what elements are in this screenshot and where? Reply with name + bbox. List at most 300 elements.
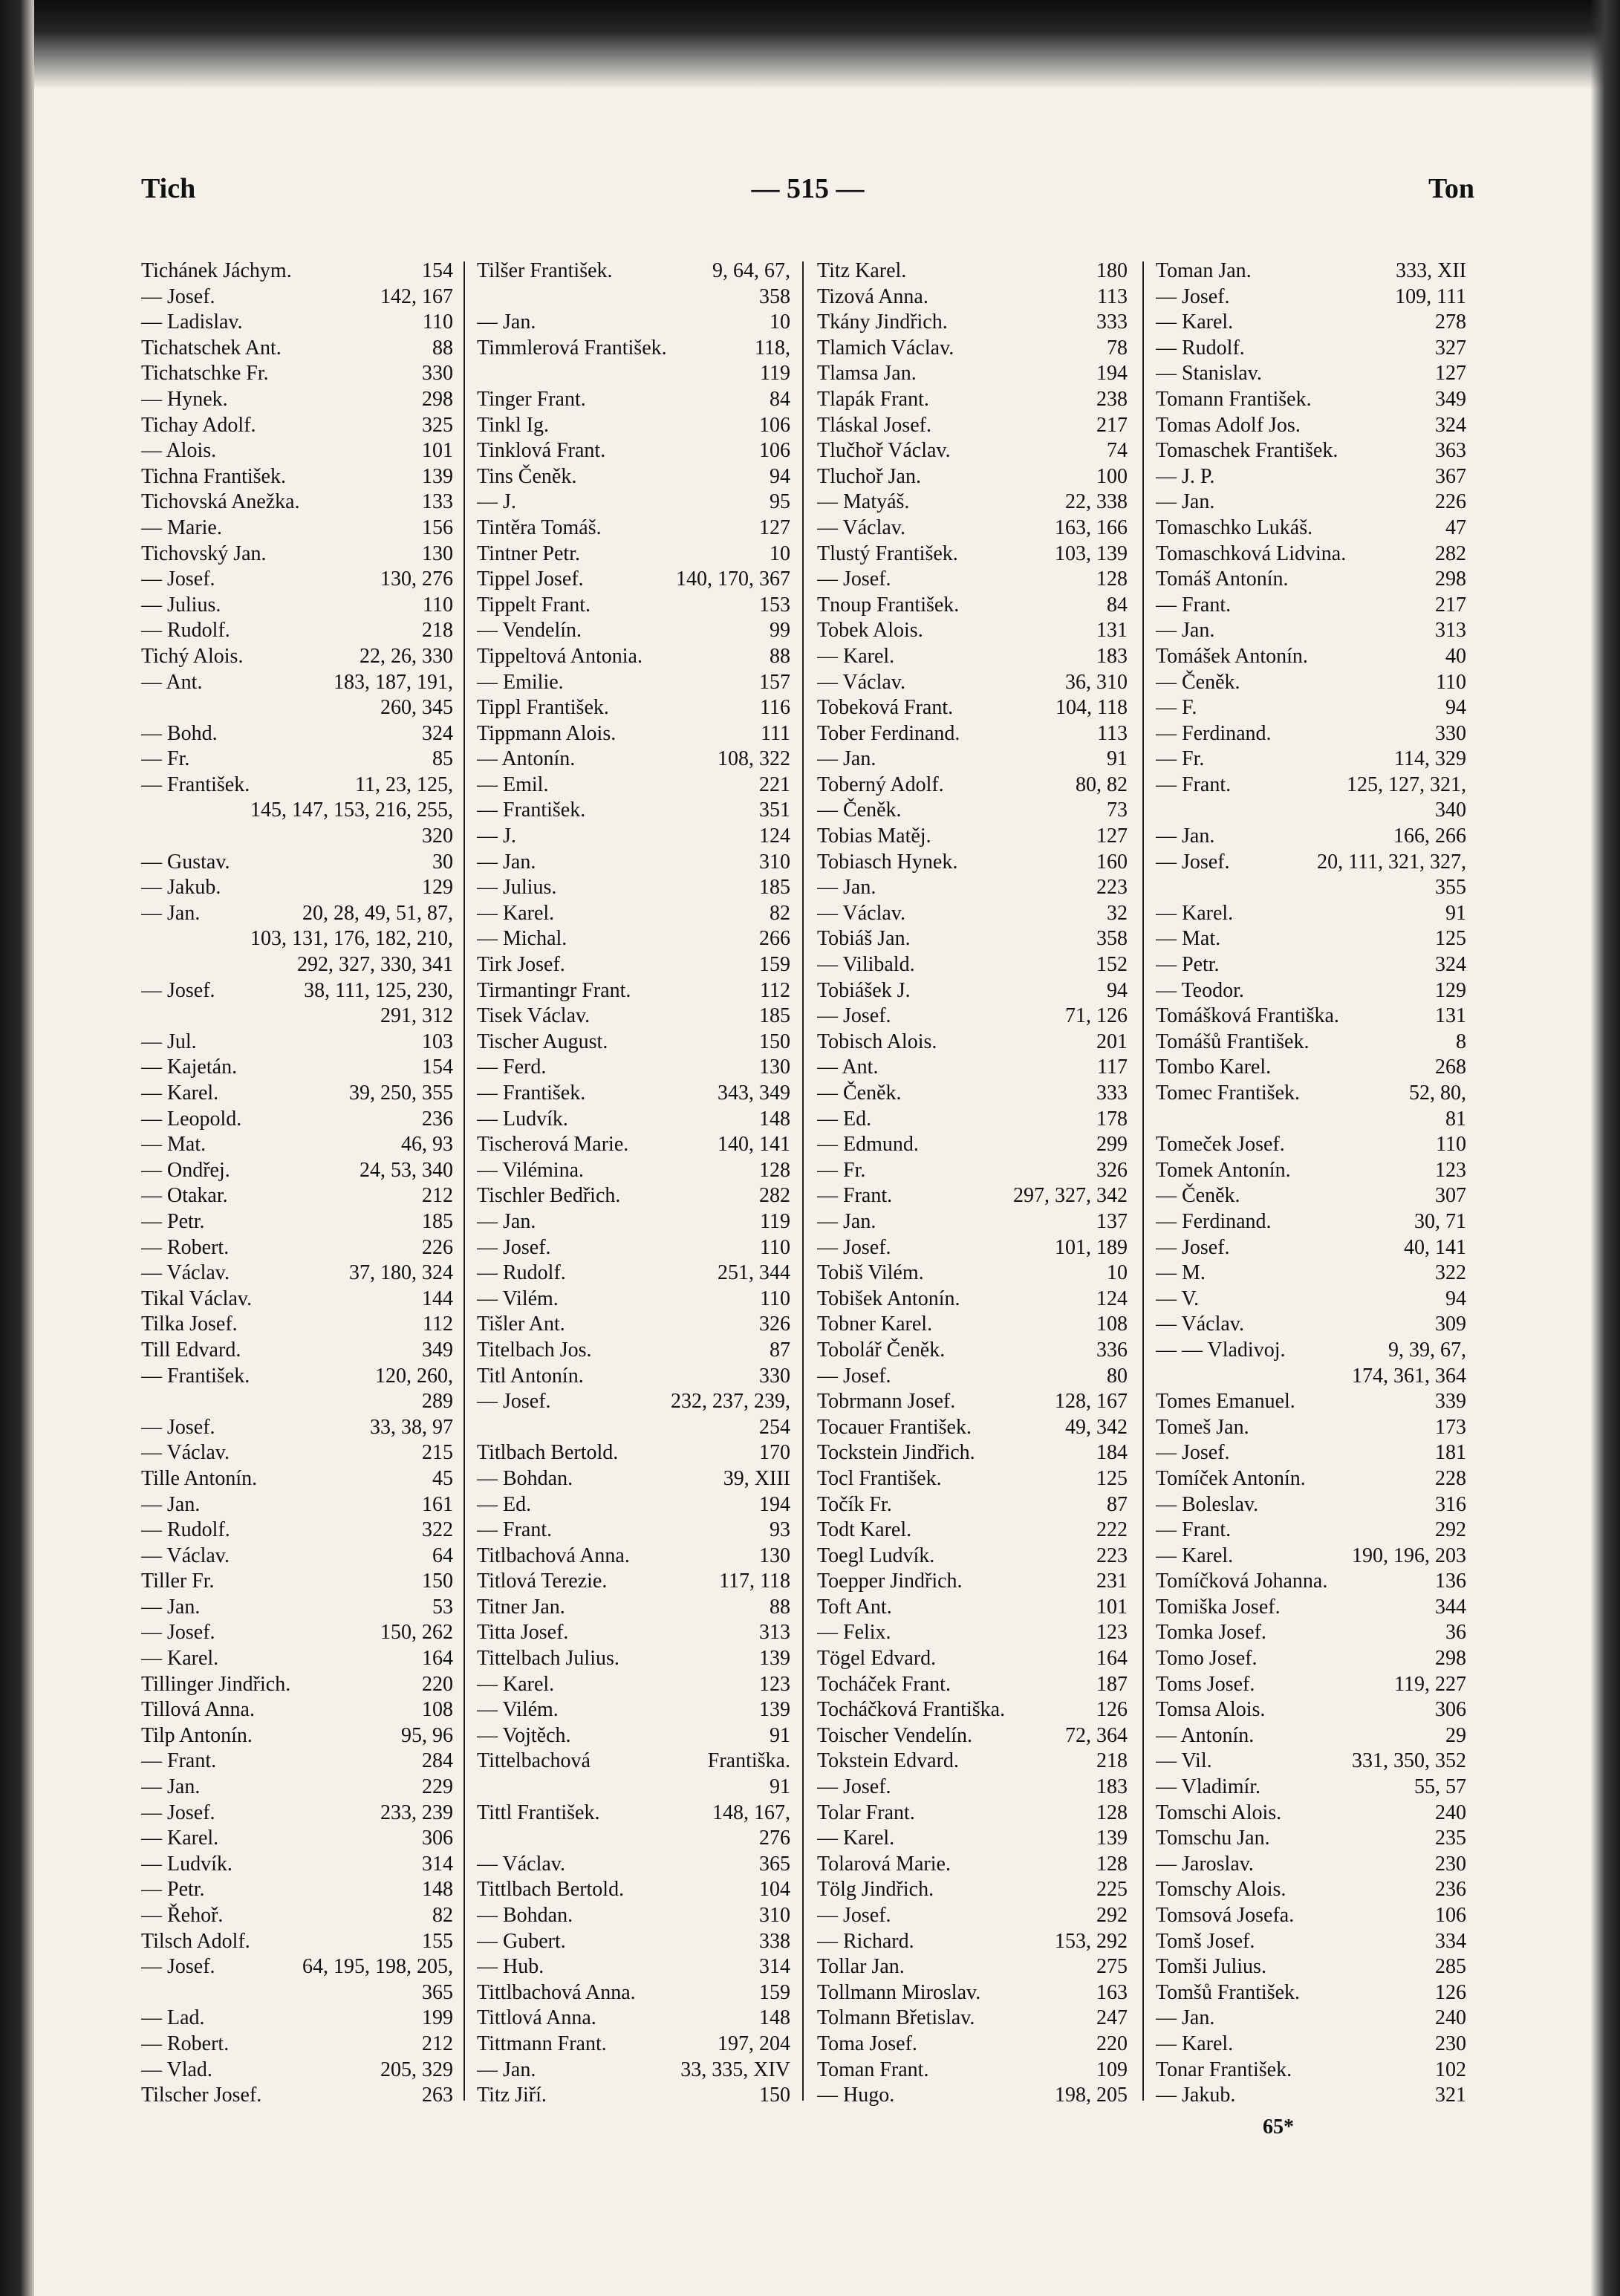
index-entry (477, 464, 790, 490)
index-entry (817, 978, 1128, 1004)
entry-name: — Karel. (477, 901, 555, 925)
entry-name: Tobiasch Hynek. (817, 850, 958, 874)
index-entry (1156, 1775, 1466, 1801)
entry-pages: 187 (1096, 1672, 1128, 1696)
entry-pages: 117, 118 (719, 1570, 790, 1593)
index-entry (1156, 1081, 1466, 1107)
index-entry (1156, 336, 1466, 362)
entry-pages: 126 (1096, 1698, 1128, 1722)
entry-name: — Emilie. (477, 670, 564, 694)
index-entry (477, 542, 790, 568)
entry-pages: 110 (1436, 1133, 1466, 1157)
entry-name: Tollar Jan. (817, 1955, 905, 1979)
entry-name: — Hugo. (817, 2084, 895, 2107)
entry-pages: 124 (759, 825, 790, 848)
index-entry (817, 618, 1128, 644)
entry-pages: 137 (1096, 1209, 1128, 1233)
index-entry (477, 978, 790, 1004)
index-entry (817, 1826, 1128, 1852)
entry-pages: 367 (1435, 464, 1466, 488)
index-entry (477, 2006, 790, 2032)
entry-pages: 110 (760, 1235, 790, 1259)
entry-pages: 276 (759, 1827, 790, 1850)
index-entry (477, 336, 790, 362)
index-entry (141, 901, 453, 927)
entry-name: — Petr. (1156, 953, 1220, 977)
entry-pages: 166, 266 (1393, 825, 1466, 848)
entry-pages: 102 (1435, 2058, 1466, 2081)
entry-pages: 314 (422, 1852, 453, 1876)
entry-pages: 104 (759, 1878, 790, 1902)
index-entry (477, 1132, 790, 1158)
entry-pages: 298 (1435, 1647, 1466, 1671)
entry-name: — Václav. (141, 1544, 230, 1567)
entry-name: Tocháček Frant. (817, 1672, 951, 1696)
index-entry (817, 824, 1128, 850)
entry-name: — Jan. (1156, 825, 1215, 848)
entry-name: Toischer Vendelín. (817, 1723, 973, 1747)
entry-name: — Jan. (817, 747, 876, 771)
index-entry (477, 1595, 790, 1621)
column-divider (802, 261, 804, 2101)
index-entry (477, 1183, 790, 1209)
entry-pages: 313 (1435, 619, 1466, 643)
entry-name: Tippel Josef. (477, 568, 584, 591)
entry-name: — Frant. (817, 1184, 893, 1208)
entry-pages: 358 (759, 284, 790, 308)
entry-name: Tichovský Jan. (141, 542, 267, 565)
index-entry (1156, 2006, 1466, 2032)
entry-pages: 197, 204 (718, 2032, 790, 2055)
entry-name: — František. (141, 773, 250, 796)
index-entry (1156, 1929, 1466, 1955)
entry-pages: 324 (422, 721, 453, 745)
index-entry (817, 1389, 1128, 1415)
index-entry (141, 567, 453, 593)
entry-name: Tillová Anna. (141, 1698, 255, 1722)
entry-name: — Jan. (141, 1595, 201, 1619)
entry-pages: 40, 141 (1404, 1235, 1466, 1259)
entry-name: Tomši Julius. (1156, 1955, 1266, 1979)
index-entry (141, 618, 453, 644)
index-entry (1156, 1030, 1466, 1056)
entry-pages: 334 (1435, 1929, 1466, 1953)
entry-name: — Josef. (477, 1390, 551, 1414)
index-entry (817, 1466, 1128, 1492)
entry-pages: 221 (759, 773, 790, 796)
index-entry (817, 258, 1128, 284)
index-entry (1156, 1466, 1466, 1492)
entry-pages: 108, 322 (718, 747, 790, 771)
index-entry (477, 1466, 790, 1492)
entry-pages: 266 (759, 927, 790, 951)
entry-pages: 145, 147, 153, 216, 255, (250, 799, 453, 822)
index-entry (817, 1929, 1128, 1955)
index-entry (477, 1826, 790, 1852)
entry-name: Tkány Jindřich. (817, 310, 948, 334)
entry-pages: 330 (422, 362, 453, 386)
entry-pages: 298 (1435, 568, 1466, 591)
entry-name: — Josef. (477, 1235, 551, 1259)
entry-name: — Jan. (817, 1209, 876, 1233)
index-entry (141, 464, 453, 490)
entry-pages: 125, 127, 321, (1347, 773, 1466, 796)
entry-name: — Řehoř. (141, 1904, 224, 1927)
entry-name: Tobiáš Jan. (817, 927, 911, 951)
entry-pages: 232, 237, 239, (671, 1390, 790, 1414)
entry-name: Tilsch Adolf. (141, 1929, 250, 1953)
entry-name: Tlučhoř Václav. (817, 439, 951, 463)
entry-pages: 47 (1445, 516, 1466, 539)
index-entry (1156, 2058, 1466, 2084)
index-entry (141, 1312, 453, 1338)
index-entry (141, 1158, 453, 1184)
entry-name: Tobiš Vilém. (817, 1261, 924, 1285)
index-entry (141, 1081, 453, 1107)
entry-pages: 116 (760, 696, 790, 720)
entry-pages: 106 (1435, 1904, 1466, 1927)
entry-pages: 194 (759, 1492, 790, 1516)
entry-name: Tomschy Alois. (1156, 1878, 1286, 1902)
entry-pages: 110 (423, 310, 453, 334)
index-entry (141, 490, 453, 516)
scan-edge-right (1590, 0, 1620, 2296)
index-entry (141, 1672, 453, 1698)
entry-name: — Rudolf. (141, 619, 230, 643)
entry-pages: 84 (770, 387, 790, 411)
entry-name: Tippl František. (477, 696, 609, 720)
entry-pages: 159 (759, 1980, 790, 2004)
index-entry (477, 773, 790, 799)
entry-pages: 236 (422, 1107, 453, 1131)
entry-pages: 53 (432, 1595, 453, 1619)
entry-name: Tippmann Alois. (477, 721, 617, 745)
index-entry (817, 2058, 1128, 2084)
entry-name: Tomaschek František. (1156, 439, 1338, 463)
index-entry (817, 1801, 1128, 1827)
index-entry (141, 1954, 453, 1980)
index-entry (817, 1620, 1128, 1646)
entry-name: — Fr. (1156, 747, 1205, 771)
entry-name: — Rudolf. (141, 1518, 230, 1542)
entry-name: — Matyáš. (817, 490, 910, 514)
index-entry (141, 875, 453, 901)
index-entry (141, 1826, 453, 1852)
index-entry (141, 1595, 453, 1621)
index-entry (477, 1364, 790, 1390)
index-entry (477, 618, 790, 644)
index-entry (477, 2083, 790, 2109)
entry-pages: 10 (770, 542, 790, 565)
entry-name: — Bohdan. (477, 1466, 573, 1490)
entry-pages: 22, 338 (1065, 490, 1128, 514)
index-entry (1156, 567, 1466, 593)
index-entry (477, 1672, 790, 1698)
entry-pages: 94 (1107, 978, 1128, 1002)
index-entry (817, 773, 1128, 799)
entry-name: Titelbach Jos. (477, 1338, 592, 1362)
index-entry (141, 1903, 453, 1929)
index-entry (1156, 1158, 1466, 1184)
entry-pages: 127 (759, 516, 790, 539)
entry-name: — Vlad. (141, 2058, 212, 2081)
entry-name: Tobias Matěj. (817, 825, 931, 848)
index-entry (477, 670, 790, 696)
entry-pages: 94 (770, 464, 790, 488)
index-entry (141, 2083, 453, 2109)
entry-pages: 133 (422, 490, 453, 514)
index-entry (817, 387, 1128, 413)
index-entry (477, 1081, 790, 1107)
entry-pages: 139 (422, 464, 453, 488)
entry-name: Tomann František. (1156, 387, 1312, 411)
index-entry (141, 670, 453, 696)
entry-name: — Frant. (1156, 773, 1232, 796)
entry-name: — František. (477, 1082, 586, 1105)
index-entry (141, 1620, 453, 1646)
entry-pages: 154 (422, 1056, 453, 1079)
index-entry (1156, 875, 1466, 901)
entry-name: — Josef. (141, 978, 215, 1002)
entry-pages: 163 (1096, 1980, 1128, 2004)
index-entry (141, 1569, 453, 1595)
index-entry (477, 1749, 790, 1775)
entry-pages: 39, 250, 355 (349, 1082, 453, 1105)
index-entry (817, 1004, 1128, 1030)
entry-pages: 159 (759, 953, 790, 977)
entry-pages: 185 (759, 876, 790, 900)
index-entry (817, 926, 1128, 952)
entry-name: Tikal Václav. (141, 1287, 253, 1310)
entry-pages: 160 (1096, 850, 1128, 874)
index-entry (141, 1183, 453, 1209)
entry-pages: 322 (422, 1518, 453, 1542)
index-entry (817, 644, 1128, 670)
entry-name: — Karel. (141, 1647, 219, 1671)
entry-pages: 88 (770, 1595, 790, 1619)
entry-pages: 38, 111, 125, 230, (304, 978, 453, 1002)
entry-name: Tischler Bedřich. (477, 1184, 621, 1208)
index-entry (477, 1235, 790, 1261)
entry-name: Tischer August. (477, 1030, 608, 1053)
entry-name: — Robert. (141, 2032, 230, 2055)
index-entry (1156, 1697, 1466, 1723)
index-entry (1156, 747, 1466, 773)
index-entry (1156, 1287, 1466, 1313)
index-entry (477, 721, 790, 747)
index-entry (1156, 1852, 1466, 1878)
index-entry (1156, 1723, 1466, 1749)
index-entry (477, 438, 790, 464)
entry-name: Tolarová Marie. (817, 1852, 951, 1876)
entry-name: Titta Josef. (477, 1621, 569, 1645)
entry-name: — Julius. (141, 593, 221, 617)
entry-pages: 101, 189 (1055, 1235, 1128, 1259)
entry-pages: 222 (1096, 1518, 1128, 1542)
entry-name: Tomaschko Lukáš. (1156, 516, 1313, 539)
index-entry (141, 824, 453, 850)
index-entry (817, 1287, 1128, 1313)
index-entry (817, 850, 1128, 876)
entry-pages: 282 (759, 1184, 790, 1208)
index-entry (1156, 1903, 1466, 1929)
index-entry (141, 1466, 453, 1492)
entry-name: Tisek Václav. (477, 1004, 591, 1028)
entry-name: Tomíčková Johanna. (1156, 1570, 1328, 1593)
index-entry (141, 773, 453, 799)
entry-pages: 111 (761, 721, 790, 745)
entry-pages: 150 (759, 2084, 790, 2107)
index-entry (1156, 1415, 1466, 1441)
entry-name: — Josef. (141, 1801, 215, 1824)
index-entry (141, 258, 453, 284)
entry-pages: 125 (1096, 1466, 1128, 1490)
entry-pages: 343, 349 (718, 1082, 790, 1105)
entry-name: Tirmantingr Frant. (477, 978, 631, 1002)
index-entry (1156, 926, 1466, 952)
index-entry (477, 1030, 790, 1056)
index-entry (477, 516, 790, 542)
entry-name: Toms Josef. (1156, 1672, 1255, 1696)
index-entry (141, 798, 453, 824)
index-column-1 (141, 258, 453, 2109)
index-entry (1156, 1672, 1466, 1698)
entry-pages: 297, 327, 342 (1013, 1184, 1128, 1208)
entry-name: — Ant. (141, 670, 203, 694)
entry-pages: 156 (422, 516, 453, 539)
entry-name: Tomsová Josefa. (1156, 1904, 1295, 1927)
index-entry (817, 1595, 1128, 1621)
entry-name: Toepper Jindřich. (817, 1570, 963, 1593)
index-entry (141, 1004, 453, 1030)
index-entry (477, 1775, 790, 1801)
index-entry (817, 464, 1128, 490)
entry-name: Tomášů František. (1156, 1030, 1310, 1053)
entry-pages: 150, 262 (380, 1621, 453, 1645)
entry-pages: 88 (432, 336, 453, 360)
index-entry (817, 1697, 1128, 1723)
index-entry (477, 1415, 790, 1441)
entry-pages: 85 (432, 747, 453, 771)
entry-name: Titlová Terezie. (477, 1570, 608, 1593)
index-entry (817, 952, 1128, 978)
entry-name: Tichna František. (141, 464, 286, 488)
entry-name: — Bohd. (141, 721, 218, 745)
entry-name: — Jan. (141, 901, 201, 925)
entry-pages: 180 (1096, 259, 1128, 282)
entry-name: — Ed. (817, 1107, 872, 1131)
entry-name: Tittlbach Bertold. (477, 1878, 625, 1902)
index-entry (477, 1569, 790, 1595)
index-entry (141, 695, 453, 721)
entry-pages: 91 (770, 1723, 790, 1747)
entry-name: Tobner Karel. (817, 1313, 933, 1336)
entry-pages: 117 (1097, 1056, 1128, 1079)
index-entry (477, 1544, 790, 1570)
index-entry (1156, 1132, 1466, 1158)
entry-name: Tišler Ant. (477, 1313, 565, 1336)
entry-pages: 155 (422, 1929, 453, 1953)
entry-pages: 181 (1435, 1441, 1466, 1465)
entry-name: Tnoup František. (817, 593, 960, 617)
index-entry (817, 721, 1128, 747)
entry-name: — Vendelín. (477, 619, 582, 643)
entry-name: Tockstein Jindřich. (817, 1441, 975, 1465)
index-entry (1156, 952, 1466, 978)
entry-pages: 30, 71 (1414, 1209, 1466, 1233)
index-entry (477, 1646, 790, 1672)
entry-name: — Vilém. (477, 1287, 559, 1310)
index-entry (817, 1980, 1128, 2006)
index-entry (1156, 1595, 1466, 1621)
entry-pages: 36, 310 (1065, 670, 1128, 694)
entry-name: Toman Frant. (817, 2058, 929, 2081)
entry-name: — Alois. (141, 439, 217, 463)
entry-name: Tittlbachová Anna. (477, 1980, 636, 2004)
entry-pages: 282 (1435, 542, 1466, 565)
entry-pages: 109, 111 (1395, 284, 1466, 308)
index-entry (477, 1287, 790, 1313)
entry-name: Toman Jan. (1156, 259, 1252, 282)
entry-pages: 22, 26, 330 (360, 644, 453, 668)
entry-pages: 223 (1096, 1544, 1128, 1567)
entry-pages: 113 (1097, 721, 1128, 745)
entry-name: Tobek Alois. (817, 619, 923, 643)
index-column-4 (1156, 258, 1466, 2109)
index-entry (817, 516, 1128, 542)
entry-name: — Karel. (141, 1082, 219, 1105)
entry-pages: 228 (1435, 1466, 1466, 1490)
entry-pages: 110 (760, 1287, 790, 1310)
entry-name: Tittl František. (477, 1801, 600, 1824)
index-entry (817, 1877, 1128, 1903)
entry-name: — Jan. (477, 310, 536, 334)
index-entry (477, 1877, 790, 1903)
index-entry (1156, 1183, 1466, 1209)
index-entry (141, 1980, 453, 2006)
entry-name: — Ed. (477, 1492, 532, 1516)
entry-name: Tittlová Anna. (477, 2006, 596, 2030)
entry-pages: 74 (1107, 439, 1128, 463)
entry-pages: 233, 239 (380, 1801, 453, 1824)
entry-pages: 148, 167, (712, 1801, 790, 1824)
index-entry (477, 1801, 790, 1827)
entry-name: — Petr. (141, 1878, 205, 1902)
entry-pages: 212 (422, 1184, 453, 1208)
entry-pages: 78 (1107, 336, 1128, 360)
entry-pages: 310 (759, 1904, 790, 1927)
entry-name: — Stanislav. (1156, 362, 1262, 386)
index-entry (1156, 978, 1466, 1004)
entry-pages: 190, 196, 203 (1352, 1544, 1466, 1567)
entry-pages: 139 (759, 1698, 790, 1722)
entry-name: — Gubert. (477, 1929, 566, 1953)
index-entry (477, 747, 790, 773)
entry-name: — Karel. (1156, 1544, 1234, 1567)
entry-pages: 365 (422, 1980, 453, 2004)
index-entry (817, 1440, 1128, 1466)
entry-pages: 9, 64, 67, (712, 259, 790, 282)
entry-name: Toberný Adolf. (817, 773, 944, 796)
entry-pages: 93 (770, 1518, 790, 1542)
entry-pages: 130 (759, 1056, 790, 1079)
entry-pages: 170 (759, 1441, 790, 1465)
entry-name: — Frant. (141, 1749, 217, 1773)
entry-pages: 142, 167 (380, 284, 453, 308)
entry-pages: 154 (422, 259, 453, 282)
index-entry (477, 1929, 790, 1955)
entry-name: — Josef. (817, 1904, 891, 1927)
